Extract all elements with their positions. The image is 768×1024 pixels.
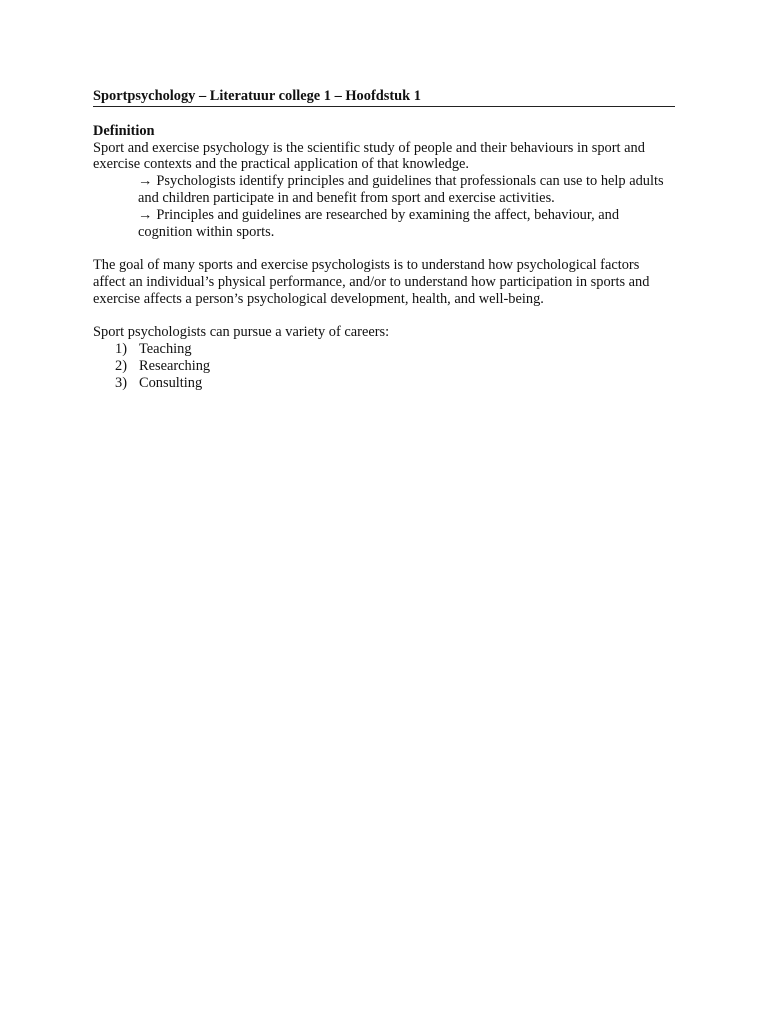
list-item-label: Researching: [139, 357, 211, 374]
list-item: [93, 341, 675, 358]
definition-point-text: Psychologists identify principles and guidelines that professionals can use to help adults and children participate in and benefit from sport and exercise activities.: [138, 173, 664, 206]
list-item: [93, 375, 675, 392]
spacer: [93, 308, 675, 325]
careers-list: [93, 341, 675, 391]
list-item-number: 3): [115, 374, 127, 391]
definition-point-text: Principles and guidelines are researched by examining the affect, behaviour, and cognition within sports.: [138, 206, 620, 240]
definition-point: [138, 173, 675, 207]
list-item-label: Teaching: [139, 341, 192, 358]
definition-point: [138, 207, 675, 241]
arrow-right-icon: →: [138, 206, 153, 223]
document-title: Sportpsychology – Literatuur college 1 – Hoofdstuk 1: [93, 88, 675, 107]
list-item-number: 2): [115, 357, 127, 374]
list-item: [93, 358, 675, 375]
goal-paragraph: The goal of many sports and exercise psychologists is to understand how psychological factors affect an individual’s physical performance, and/or to understand how participation in sports and exercise affects a person’s psychological development, health, and well-being.: [93, 257, 650, 307]
list-item-number: 1): [115, 341, 127, 358]
arrow-right-icon: →: [138, 173, 153, 190]
spacer: [93, 240, 675, 257]
careers-intro: Sport psychologists can pursue a variety of careers:: [93, 324, 390, 341]
definition-text: Sport and exercise psychology is the scientific study of people and their behaviours in sport and exercise contexts and the practical application of that knowledge.: [93, 139, 645, 173]
document-page: [93, 88, 675, 392]
definition-heading: Definition: [93, 122, 155, 139]
list-item-label: Consulting: [139, 374, 203, 391]
